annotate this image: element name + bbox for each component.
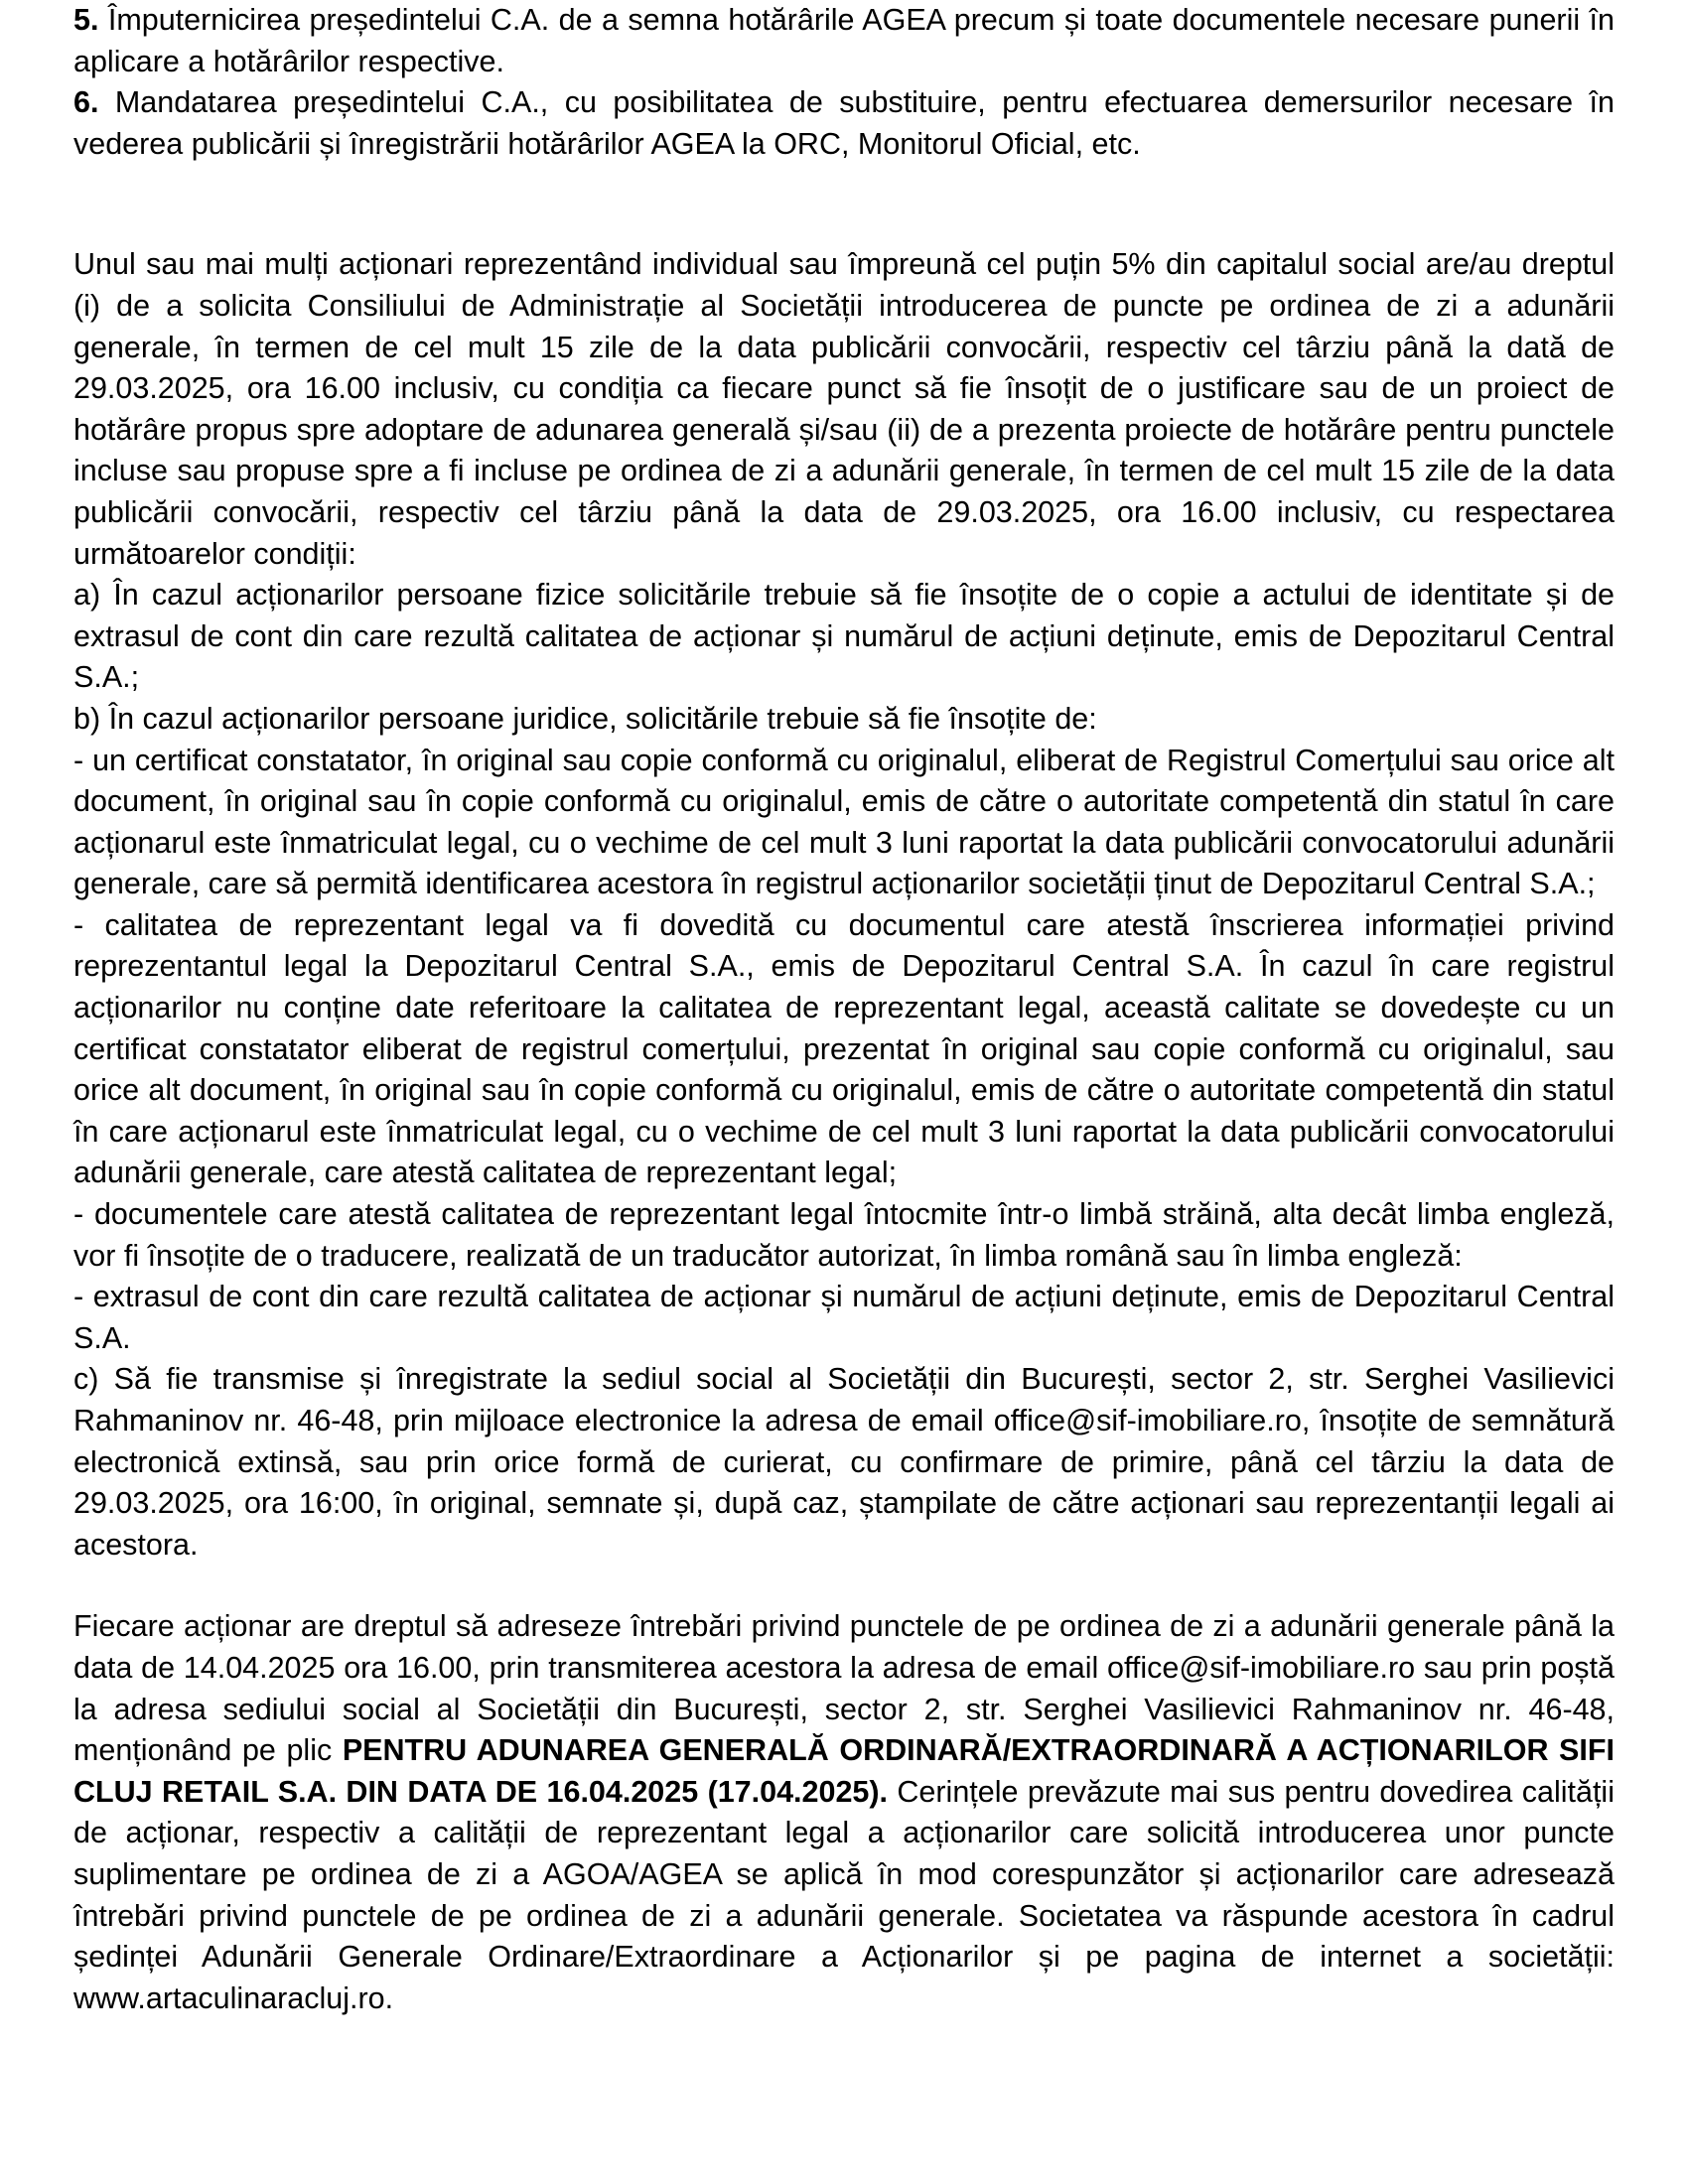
questions-text-end: Cerințele prevăzute mai sus pentru dovedirea calității de acționar, respectiv a calității de reprezentant legal a acționarilor care solicită introducerea unor puncte suplimentare pe ordinea de zi a AGOA/AGEA se aplică în mod corespunzător și acționarilor care adresează întrebări privind punctele de pe ordinea de zi a adunării generale. Societatea va răspunde acestora în cadrul ședinței Adunării Generale Ordinare/Extraordinare a Acționarilor și pe pagina de internet a societății: www.artaculinaracluj.ro.: [73, 1774, 1615, 2015]
condition-b-account-statement: - extrasul de cont din care rezultă calitatea de acționar și numărul de acțiuni deținute, emis de Depozitarul Central S.A.: [73, 1280, 1615, 1355]
document-page: [73, 0, 1615, 2184]
condition-b-certificate: - un certificat constatator, în original sau copie conformă cu originalul, eliberat de Registrul Comerțului sau orice alt document, în original sau în copie conformă cu originalul, emis de către o autoritate competentă din statul în care acționarul este înmatriculat legal, cu o vechime de cel mult 3 luni raportat la data publicării convocatorului adunării generale, care să permită identificarea acestora în registrul acționarilor societății ținut de Depozitarul Central S.A.;: [73, 743, 1615, 901]
agenda-item-number: 6.: [73, 85, 99, 120]
agenda-item-text: Împuternicirea președintelui C.A. de a semna hotărârile AGEA precum și toate documentele necesare punerii în aplicare a hotărârilor respective.: [73, 3, 1615, 78]
envelope-mention-bold: PENTRU ADUNAREA GENERALĂ ORDINARĂ/EXTRAORDINARĂ A ACȚIONARILOR SIFI CLUJ RETAIL S.A. DIN DATA DE 16.04.2025 (17.04.2025).: [73, 1733, 1615, 1809]
agenda-item-text: Mandatarea președintelui C.A., cu posibilitatea de substituire, pentru efectuarea demersurilor necesare în vederea publicării și înregistrării hotărârilor AGEA la ORC, Monitorul Oficial, etc.: [73, 85, 1615, 161]
agenda-item-6: [73, 82, 1615, 165]
spacer: [73, 165, 1615, 244]
questions-text-start: Fiecare acționar are dreptul să adreseze întrebări privind punctele de pe ordinea de zi a adunării generale până la data de 14.04.2025 ora 16.00, prin transmiterea acestora la adresa de email office@sif-imobiliare.ro sau prin poștă la adresa sediului social al Societății din București, sector 2, str. Serghei Vasilievici Rahmaninov nr. 46-48, menționând pe plic: [73, 1609, 1615, 1768]
condition-b-legal-representative: - calitatea de reprezentant legal va fi dovedită cu documentul care atestă înscrierea informației privind reprezentantul legal la Depozitarul Central S.A., emis de Depozitarul Central S.A. În cazul în care registrul acționarilor nu conține date referitoare la calitatea de reprezentant legal, această calitate se dovedește cu un certificat constatator eliberat de registrul comerțului, prezentat în original sau copie conformă cu originalul, sau orice alt document, în original sau în copie conformă cu originalul, emis de către o autoritate competentă din statul în care acționarul este înmatriculat legal, cu o vechime de cel mult 3 luni raportat la data publicării convocatorului adunării generale, care atestă calitatea de reprezentant legal;: [73, 907, 1615, 1190]
questions-paragraph: [73, 1606, 1615, 2019]
condition-a: a) În cazul acționarilor persoane fizice solicitările trebuie să fie însoțite de o copie a actului de identitate și de extrasul de cont din care rezultă calitatea de acționar și numărul de acțiuni deținute, emis de Depozitarul Central S.A.;: [73, 578, 1615, 695]
agenda-item-number: 5.: [73, 3, 99, 37]
condition-b-translation: - documentele care atestă calitatea de reprezentant legal întocmite într-o limbă străină, alta decât limba engleză, vor fi însoțite de o traducere, realizată de un traducător autorizat, în limba română sau în limba engleză:: [73, 1197, 1615, 1273]
condition-c: c) Să fie transmise și înregistrate la sediul social al Societății din București, sector 2, str. Serghei Vasilievici Rahmaninov nr. 46-48, prin mijloace electronice la adresa de email office@sif-imobiliare.ro, însoțite de semnătură electronică extinsă, sau prin orice formă de curierat, cu confirmare de primire, până cel târziu la data de 29.03.2025, ora 16:00, în original, semnate și, după caz, ștampilate de către acționari sau reprezentanții legali ai acestora.: [73, 1362, 1615, 1562]
agenda-item-5: [73, 0, 1615, 82]
shareholder-rights-paragraph: Unul sau mai mulți acționari reprezentând individual sau împreună cel puțin 5% din capitalul social are/au dreptul (i) de a solicita Consiliului de Administrație al Societății introducerea de puncte pe ordinea de zi a adunării generale, în termen de cel mult 15 zile de la data publicării convocării, respectiv cel târziu până la dată de 29.03.2025, ora 16.00 inclusiv, cu condiția ca fiecare punct să fie însoțit de o justificare sau de un proiect de hotărâre propus spre adoptare de adunarea generală și/sau (ii) de a prezenta proiecte de hotărâre pentru punctele incluse sau propuse spre a fi incluse pe ordinea de zi a adunării generale, în termen de cel mult 15 zile de la data publicării convocării, respectiv cel târziu până la data de 29.03.2025, ora 16.00 inclusiv, cu respectarea următoarelor condiții:: [73, 247, 1615, 571]
spacer: [73, 1566, 1615, 1606]
condition-b: b) În cazul acționarilor persoane juridice, solicitările trebuie să fie însoțite de:: [73, 701, 1097, 736]
